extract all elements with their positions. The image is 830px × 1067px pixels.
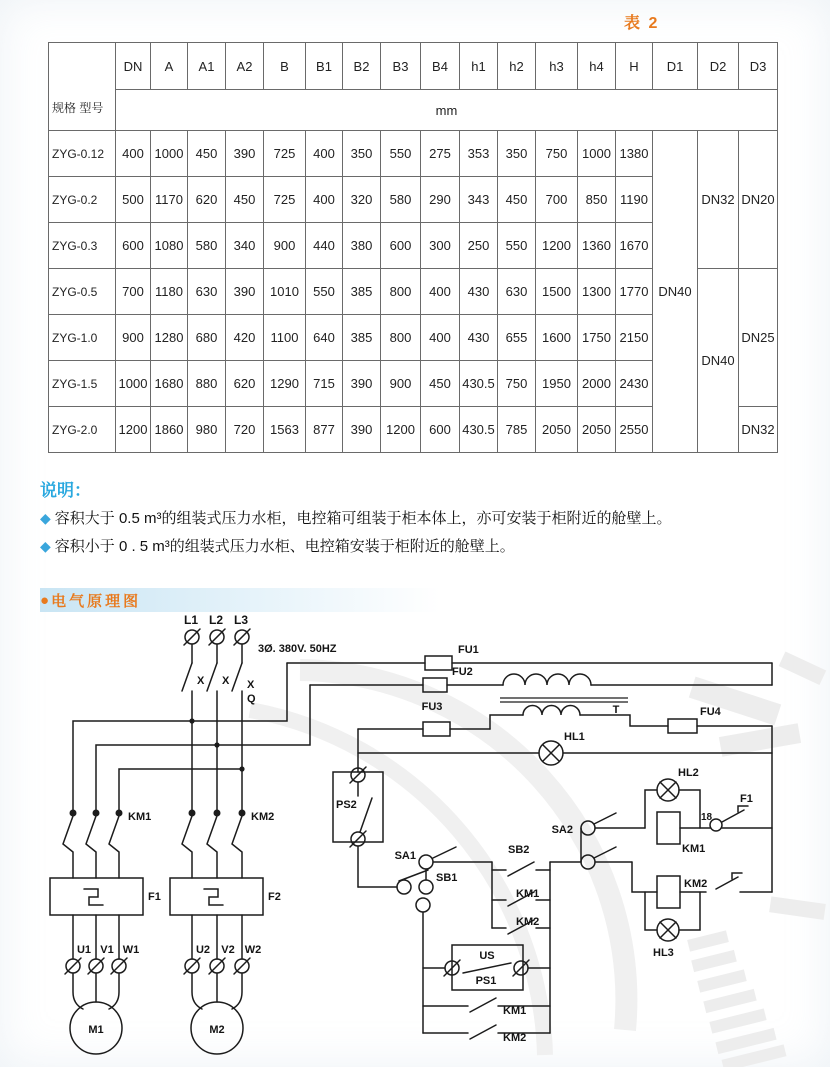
table-cell: 1300 bbox=[578, 269, 616, 315]
table-cell: 880 bbox=[188, 361, 226, 407]
diamond-bullet-icon: ◆ bbox=[40, 510, 51, 526]
us-label: US bbox=[479, 950, 495, 962]
table-cell: 2430 bbox=[616, 361, 653, 407]
row-model: ZYG-2.0 bbox=[49, 407, 116, 453]
motor-terminal-label: U2 bbox=[195, 944, 211, 956]
col-header-h2: h2 bbox=[498, 43, 536, 90]
table-cell: 430 bbox=[460, 315, 498, 361]
table-cell: 1380 bbox=[616, 131, 653, 177]
watermark-graphics bbox=[250, 651, 826, 1067]
notes-title: 说明： bbox=[40, 481, 91, 500]
thermal-contact-label: F1 bbox=[740, 793, 753, 805]
motor-wiring bbox=[65, 915, 261, 1054]
col-header-A1: A1 bbox=[188, 43, 226, 90]
table-cell: 1080 bbox=[151, 223, 188, 269]
table-cell: 430.5 bbox=[460, 407, 498, 453]
col-header-A: A bbox=[151, 43, 188, 90]
table-cell: 350 bbox=[498, 131, 536, 177]
table-cell: 400 bbox=[421, 269, 460, 315]
table-cell: 290 bbox=[421, 177, 460, 223]
table-cell: 320 bbox=[343, 177, 381, 223]
table-cell: 1860 bbox=[151, 407, 188, 453]
table-cell: 655 bbox=[498, 315, 536, 361]
table-cell: 550 bbox=[498, 223, 536, 269]
table-cell: 2550 bbox=[616, 407, 653, 453]
unit-label: mm bbox=[116, 90, 778, 131]
motor-label: M1 bbox=[88, 1024, 104, 1036]
contactor-label: KM2 bbox=[251, 811, 275, 823]
col-header-B1: B1 bbox=[306, 43, 343, 90]
table-cell: 550 bbox=[306, 269, 343, 315]
note-item bbox=[40, 507, 804, 531]
lamp-label: HL1 bbox=[564, 731, 585, 743]
motor-terminal-label: W2 bbox=[244, 944, 262, 956]
table-cell: 900 bbox=[381, 361, 421, 407]
col-header-h1: h1 bbox=[460, 43, 498, 90]
table-cell: 1000 bbox=[578, 131, 616, 177]
phase-buses bbox=[73, 663, 310, 813]
table-cell: 353 bbox=[460, 131, 498, 177]
table-cell: 350 bbox=[343, 131, 381, 177]
supply-terminals bbox=[184, 613, 337, 655]
section-title: 电气原理图 bbox=[51, 592, 142, 610]
table-cell: 600 bbox=[116, 223, 151, 269]
col-header-DN: DN bbox=[116, 43, 151, 90]
circle-bullet-icon: ● bbox=[40, 591, 50, 609]
table-cell: 343 bbox=[460, 177, 498, 223]
aux-contact-label: KM1 bbox=[516, 888, 540, 900]
table-cell: 450 bbox=[498, 177, 536, 223]
table-cell: 900 bbox=[264, 223, 306, 269]
coil-label: KM2 bbox=[684, 878, 708, 890]
row-model: ZYG-1.0 bbox=[49, 315, 116, 361]
table-cell: 380 bbox=[343, 223, 381, 269]
table-cell: 785 bbox=[498, 407, 536, 453]
table-cell: 390 bbox=[343, 407, 381, 453]
table-cell: 1200 bbox=[116, 407, 151, 453]
phase-label: L3 bbox=[233, 613, 249, 627]
dn-cell: DN40 bbox=[698, 269, 739, 453]
row-model: ZYG-0.12 bbox=[49, 131, 116, 177]
table-cell: 620 bbox=[226, 361, 264, 407]
notes-section bbox=[40, 476, 804, 563]
table-cell: 715 bbox=[306, 361, 343, 407]
pressure-switch-label: PS2 bbox=[336, 799, 357, 811]
supply-spec-label: 3Ø. 380V. 50HZ bbox=[258, 643, 337, 655]
col-header-B2: B2 bbox=[343, 43, 381, 90]
col-header-h4: h4 bbox=[578, 43, 616, 90]
lamp-hl1 bbox=[358, 731, 772, 765]
breaker-pole-label: X bbox=[222, 675, 230, 687]
table-cell: 400 bbox=[306, 177, 343, 223]
table-cell: 1010 bbox=[264, 269, 306, 315]
table-cell: 600 bbox=[421, 407, 460, 453]
row-model: ZYG-0.5 bbox=[49, 269, 116, 315]
table-cell: 800 bbox=[381, 269, 421, 315]
table-cell: 1280 bbox=[151, 315, 188, 361]
table-cell: 1170 bbox=[151, 177, 188, 223]
table-cell: 400 bbox=[116, 131, 151, 177]
contactor-poles bbox=[63, 810, 274, 879]
table-cell: 1360 bbox=[578, 223, 616, 269]
table-cell: 1190 bbox=[616, 177, 653, 223]
table-cell: 400 bbox=[421, 315, 460, 361]
diamond-bullet-icon: ◆ bbox=[40, 537, 51, 554]
dn-cell: DN20 bbox=[739, 131, 778, 269]
table-cell: 1290 bbox=[264, 361, 306, 407]
col-header-B: B bbox=[264, 43, 306, 90]
aux-contact-label: KM2 bbox=[503, 1032, 527, 1044]
row-model: ZYG-0.2 bbox=[49, 177, 116, 223]
table-cell: 630 bbox=[188, 269, 226, 315]
table-cell: 420 bbox=[226, 315, 264, 361]
table-cell: 1000 bbox=[116, 361, 151, 407]
fuse-label: FU4 bbox=[700, 706, 721, 718]
table-cell: 700 bbox=[536, 177, 578, 223]
table-cell: 1600 bbox=[536, 315, 578, 361]
transformer-label: T bbox=[612, 704, 620, 716]
col-header-A2: A2 bbox=[226, 43, 264, 90]
table-cell: 440 bbox=[306, 223, 343, 269]
km1-coil-branch bbox=[645, 767, 772, 855]
table-cell: 725 bbox=[264, 177, 306, 223]
motor-terminal-label: U1 bbox=[76, 944, 92, 956]
motor-terminal-label: W1 bbox=[122, 944, 140, 956]
table-cell: 1770 bbox=[616, 269, 653, 315]
table-cell: 1200 bbox=[536, 223, 578, 269]
table-cell: 390 bbox=[226, 269, 264, 315]
table-cell: 1950 bbox=[536, 361, 578, 407]
spec-table-body bbox=[49, 131, 778, 453]
overload-relay-f2 bbox=[170, 878, 281, 915]
terminal-number: 18 bbox=[701, 812, 713, 823]
col-header-D1: D1 bbox=[653, 43, 698, 90]
table-cell: 430 bbox=[460, 269, 498, 315]
table-cell: 900 bbox=[116, 315, 151, 361]
table-cell: 750 bbox=[536, 131, 578, 177]
table-cell: 580 bbox=[381, 177, 421, 223]
breaker-name-label: Q bbox=[247, 693, 256, 705]
table-cell: 640 bbox=[306, 315, 343, 361]
table-cell: 450 bbox=[226, 177, 264, 223]
col-header-H: H bbox=[616, 43, 653, 90]
pressure-switch-label: PS1 bbox=[475, 975, 497, 987]
table-cell: 250 bbox=[460, 223, 498, 269]
note-text: 容积小于 0 . 5 m³的组装式压力水柜、电控箱安装于柜附近的舱壁上。 bbox=[54, 537, 515, 555]
dn-cell: DN32 bbox=[698, 131, 739, 269]
table-cell: 450 bbox=[188, 131, 226, 177]
selector-label: SA1 bbox=[394, 850, 416, 862]
table-cell: 450 bbox=[421, 361, 460, 407]
lamp-label: HL2 bbox=[678, 767, 699, 779]
table-cell: 2000 bbox=[578, 361, 616, 407]
dn-cell: DN40 bbox=[653, 131, 698, 453]
table-cell: 1563 bbox=[264, 407, 306, 453]
table-cell: 980 bbox=[188, 407, 226, 453]
motor-terminal-label: V1 bbox=[100, 944, 114, 956]
table-cell: 1750 bbox=[578, 315, 616, 361]
terminal-icon bbox=[184, 629, 250, 645]
table-cell: 680 bbox=[188, 315, 226, 361]
table-cell: 1100 bbox=[264, 315, 306, 361]
table-cell: 1670 bbox=[616, 223, 653, 269]
coil-label: KM1 bbox=[682, 843, 706, 855]
table-cell: 850 bbox=[578, 177, 616, 223]
table-caption: 表 2 bbox=[624, 15, 660, 32]
stop-button-sb1 bbox=[358, 870, 457, 894]
table-cell: 630 bbox=[498, 269, 536, 315]
breaker-pole-label: X bbox=[197, 675, 205, 687]
overload-relay-f1 bbox=[50, 878, 161, 915]
lamp-label: HL3 bbox=[653, 947, 674, 959]
fuse-label: FU2 bbox=[452, 666, 473, 678]
table-row bbox=[49, 131, 778, 177]
table-cell: 2050 bbox=[536, 407, 578, 453]
aux-contact-label: KM2 bbox=[516, 916, 540, 928]
electrical-schematic bbox=[0, 600, 830, 1067]
phase-label: L2 bbox=[208, 613, 224, 627]
main-breaker bbox=[182, 644, 256, 705]
row-model: ZYG-1.5 bbox=[49, 361, 116, 407]
table-cell: 340 bbox=[226, 223, 264, 269]
col-header-D3: D3 bbox=[739, 43, 778, 90]
breaker-pole-label: X bbox=[247, 679, 255, 691]
table-cell: 750 bbox=[498, 361, 536, 407]
table-cell: 1180 bbox=[151, 269, 188, 315]
note-item bbox=[40, 535, 804, 559]
col-header-h3: h3 bbox=[536, 43, 578, 90]
table-cell: 500 bbox=[116, 177, 151, 223]
col-header-B3: B3 bbox=[381, 43, 421, 90]
table-cell: 1000 bbox=[151, 131, 188, 177]
table-cell: 700 bbox=[116, 269, 151, 315]
spec-table-head bbox=[49, 43, 778, 131]
table-cell: 877 bbox=[306, 407, 343, 453]
start-button-label: SB2 bbox=[508, 844, 530, 856]
table-cell: 1200 bbox=[381, 407, 421, 453]
table-cell: 430.5 bbox=[460, 361, 498, 407]
table-cell: 1500 bbox=[536, 269, 578, 315]
row-model: ZYG-0.3 bbox=[49, 223, 116, 269]
table-cell: 390 bbox=[226, 131, 264, 177]
table-cell: 600 bbox=[381, 223, 421, 269]
spec-table bbox=[48, 42, 778, 453]
fuse-label: FU3 bbox=[421, 701, 443, 713]
col-header-D2: D2 bbox=[698, 43, 739, 90]
motor-label: M2 bbox=[209, 1024, 225, 1036]
aux-contact-label: KM1 bbox=[503, 1005, 527, 1017]
table-cell: 385 bbox=[343, 315, 381, 361]
table-cell: 1680 bbox=[151, 361, 188, 407]
note-text: 容积大于 0.5 m³的组装式压力水柜，电控箱可组装于柜本体上，亦可安装于柜附近的舱壁上。 bbox=[54, 510, 672, 527]
table-cell: 385 bbox=[343, 269, 381, 315]
table-cell: 275 bbox=[421, 131, 460, 177]
row-header-label: 规格 型号 bbox=[49, 43, 116, 131]
dn-cell: DN25 bbox=[739, 269, 778, 407]
overload-label: F1 bbox=[148, 891, 161, 903]
button-label: SB1 bbox=[436, 872, 458, 884]
overload-label: F2 bbox=[268, 891, 281, 903]
phase-label: L1 bbox=[183, 613, 199, 627]
table-cell: 2050 bbox=[578, 407, 616, 453]
selector-label: SA2 bbox=[551, 824, 573, 836]
motor-terminal-label: V2 bbox=[221, 944, 235, 956]
table-cell: 620 bbox=[188, 177, 226, 223]
table-cell: 800 bbox=[381, 315, 421, 361]
fuse-label: FU1 bbox=[458, 644, 479, 656]
table-cell: 390 bbox=[343, 361, 381, 407]
col-header-B4: B4 bbox=[421, 43, 460, 90]
table-cell: 300 bbox=[421, 223, 460, 269]
table-cell: 400 bbox=[306, 131, 343, 177]
table-cell: 550 bbox=[381, 131, 421, 177]
table-cell: 725 bbox=[264, 131, 306, 177]
dn-cell: DN32 bbox=[739, 407, 778, 453]
table-cell: 2150 bbox=[616, 315, 653, 361]
table-cell: 580 bbox=[188, 223, 226, 269]
table-cell: 720 bbox=[226, 407, 264, 453]
contactor-label: KM1 bbox=[128, 811, 152, 823]
